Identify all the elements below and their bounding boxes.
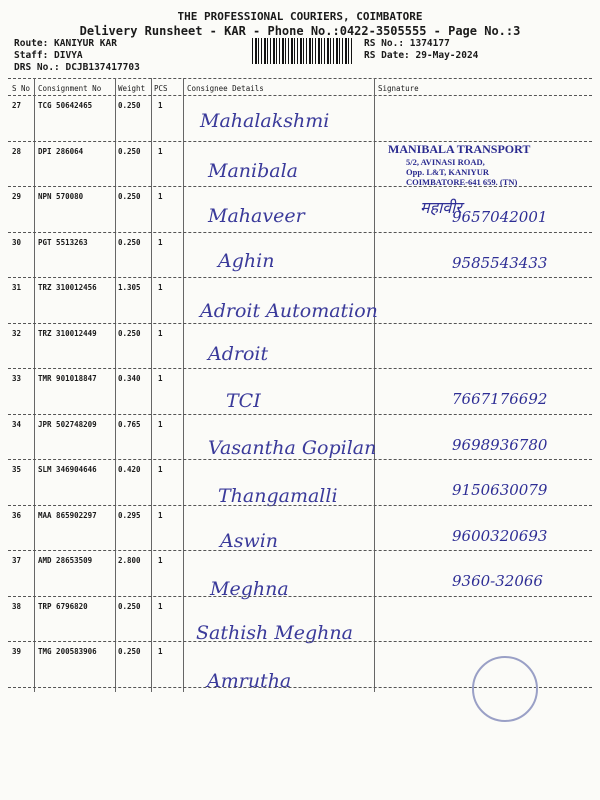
col-pcs: PCS: [154, 84, 168, 93]
row-phone-handwritten: 9360-32066: [452, 572, 543, 590]
row-weight: 0.250: [118, 237, 141, 247]
row-pcs: 1: [158, 192, 163, 201]
row-weight: 0.250: [118, 601, 141, 611]
col-signature: Signature: [378, 84, 419, 93]
row-sno: 37: [12, 556, 22, 565]
row-sno: 27: [12, 101, 22, 110]
row-pcs: 1: [158, 328, 163, 338]
row-consignee-handwritten: TCI: [226, 390, 261, 412]
company-title: THE PROFESSIONAL COURIERS, COIMBATORE: [177, 10, 423, 23]
row-weight: 0.250: [118, 192, 141, 201]
row-divider: [8, 232, 592, 233]
row-consignment-no: TRP 6796820: [38, 601, 88, 611]
round-stamp: [472, 656, 538, 722]
staff-label: Staff: DIVYA: [14, 50, 83, 61]
row-divider: [8, 505, 592, 506]
row-consignment-no: TMR 901018847: [38, 374, 97, 383]
col-weight: Weight: [118, 84, 146, 93]
stamp-line: Opp. L&T, KANIYUR: [406, 167, 489, 177]
row-sno: 39: [12, 647, 22, 656]
row-pcs: 1: [158, 374, 163, 383]
row-consignee-handwritten: Sathish Meghna: [196, 622, 353, 644]
col-consignment: Consignment No: [38, 84, 102, 93]
row-consignee-handwritten: Adroit: [208, 343, 269, 365]
col-divider: [34, 78, 35, 692]
row-consignee-handwritten: Aswin: [220, 530, 279, 552]
row-phone-handwritten: 9150630079: [452, 481, 548, 499]
runsheet-subtitle: Delivery Runsheet - KAR - Phone No.:0422-3505555 - Page No.:3: [79, 24, 521, 38]
drs-number: DRS No.: DCJB137417703: [14, 62, 140, 73]
row-signature: महावीर: [420, 198, 462, 217]
row-pcs: 1: [158, 601, 163, 611]
row-weight: 0.765: [118, 419, 141, 429]
row-weight: 0.250: [118, 647, 141, 656]
rs-date: RS Date: 29-May-2024: [364, 50, 479, 61]
row-divider: [8, 323, 592, 324]
row-consignee-handwritten: Amrutha: [207, 670, 292, 692]
row-weight: 0.250: [118, 328, 141, 338]
row-sno: 33: [12, 374, 22, 383]
row-sno: 32: [12, 328, 22, 338]
row-consignment-no: TCG 50642465: [38, 101, 93, 110]
row-sno: 30: [12, 237, 22, 247]
col-sno: S No: [12, 84, 31, 93]
barcode: [252, 38, 352, 64]
row-phone-handwritten: 7667176692: [452, 390, 548, 408]
row-divider: [8, 277, 592, 278]
stamp-line: 5/2, AVINASI ROAD,: [406, 157, 485, 167]
row-pcs: 1: [158, 237, 163, 247]
row-weight: 0.295: [118, 510, 141, 520]
row-sno: 29: [12, 192, 22, 201]
route-label: Route: KANIYUR KAR: [14, 38, 117, 49]
row-consignee-handwritten: Vasantha Gopilan: [208, 437, 377, 459]
row-consignment-no: AMD 28653509: [38, 556, 93, 565]
row-weight: 0.250: [118, 146, 141, 156]
row-consignee-handwritten: Mahalakshmi: [200, 110, 330, 132]
row-phone-handwritten: 9585543433: [452, 253, 548, 272]
row-divider: [8, 550, 592, 551]
company-stamp: [388, 142, 568, 198]
row-sno: 38: [12, 601, 22, 611]
row-divider: [8, 641, 592, 642]
row-consignee-handwritten: Adroit Automation: [200, 300, 378, 322]
row-divider: [8, 459, 592, 460]
col-divider: [374, 78, 375, 692]
row-consignee-handwritten: Meghna: [210, 578, 289, 600]
row-phone-handwritten: 9657042001: [452, 208, 548, 226]
row-weight: 2.800: [118, 556, 141, 565]
header-bottom-rule: [8, 95, 592, 96]
row-pcs: 1: [158, 556, 163, 565]
row-consignee-handwritten: Manibala: [208, 160, 298, 182]
row-phone-handwritten: 9698936780: [452, 435, 548, 454]
row-consignment-no: TRZ 310012449: [38, 328, 97, 338]
row-divider: [8, 368, 592, 369]
row-divider: [8, 596, 592, 597]
header-top-rule: [8, 78, 592, 79]
stamp-line: MANIBALA TRANSPORT: [388, 142, 531, 156]
row-pcs: 1: [158, 146, 163, 156]
row-sno: 28: [12, 146, 22, 156]
row-pcs: 1: [158, 647, 163, 656]
row-pcs: 1: [158, 419, 163, 429]
col-divider: [151, 78, 152, 692]
row-consignment-no: MAA 865902297: [38, 510, 97, 520]
row-weight: 0.250: [118, 101, 141, 110]
row-consignee-handwritten: Aghin: [218, 250, 275, 272]
row-sno: 34: [12, 419, 22, 429]
row-pcs: 1: [158, 510, 163, 520]
row-consignment-no: TMG 200583906: [38, 647, 97, 656]
row-pcs: 1: [158, 283, 163, 292]
rs-number: RS No.: 1374177: [364, 38, 450, 49]
row-sno: 36: [12, 510, 22, 520]
row-sno: 31: [12, 283, 22, 292]
col-divider: [183, 78, 184, 692]
row-weight: 0.340: [118, 374, 141, 383]
row-divider: [8, 414, 592, 415]
row-consignment-no: NPN 570080: [38, 192, 84, 201]
stamp-line: COIMBATORE-641 659. (TN): [406, 177, 518, 187]
row-weight: 1.305: [118, 283, 141, 292]
row-weight: 0.420: [118, 465, 141, 474]
row-consignment-no: DPI 286064: [38, 146, 84, 156]
row-sno: 35: [12, 465, 22, 474]
col-consignee: Consignee Details: [187, 84, 264, 93]
row-consignment-no: PGT 5513263: [38, 237, 88, 247]
row-pcs: 1: [158, 101, 163, 110]
row-consignment-no: SLM 346904646: [38, 465, 97, 474]
row-consignee-handwritten: Mahaveer: [208, 205, 305, 227]
row-consignee-handwritten: Thangamalli: [218, 485, 338, 507]
row-pcs: 1: [158, 465, 163, 474]
row-consignment-no: JPR 502748209: [38, 419, 97, 429]
row-phone-handwritten: 9600320693: [452, 526, 548, 545]
row-consignment-no: TRZ 310012456: [38, 283, 97, 292]
col-divider: [115, 78, 116, 692]
